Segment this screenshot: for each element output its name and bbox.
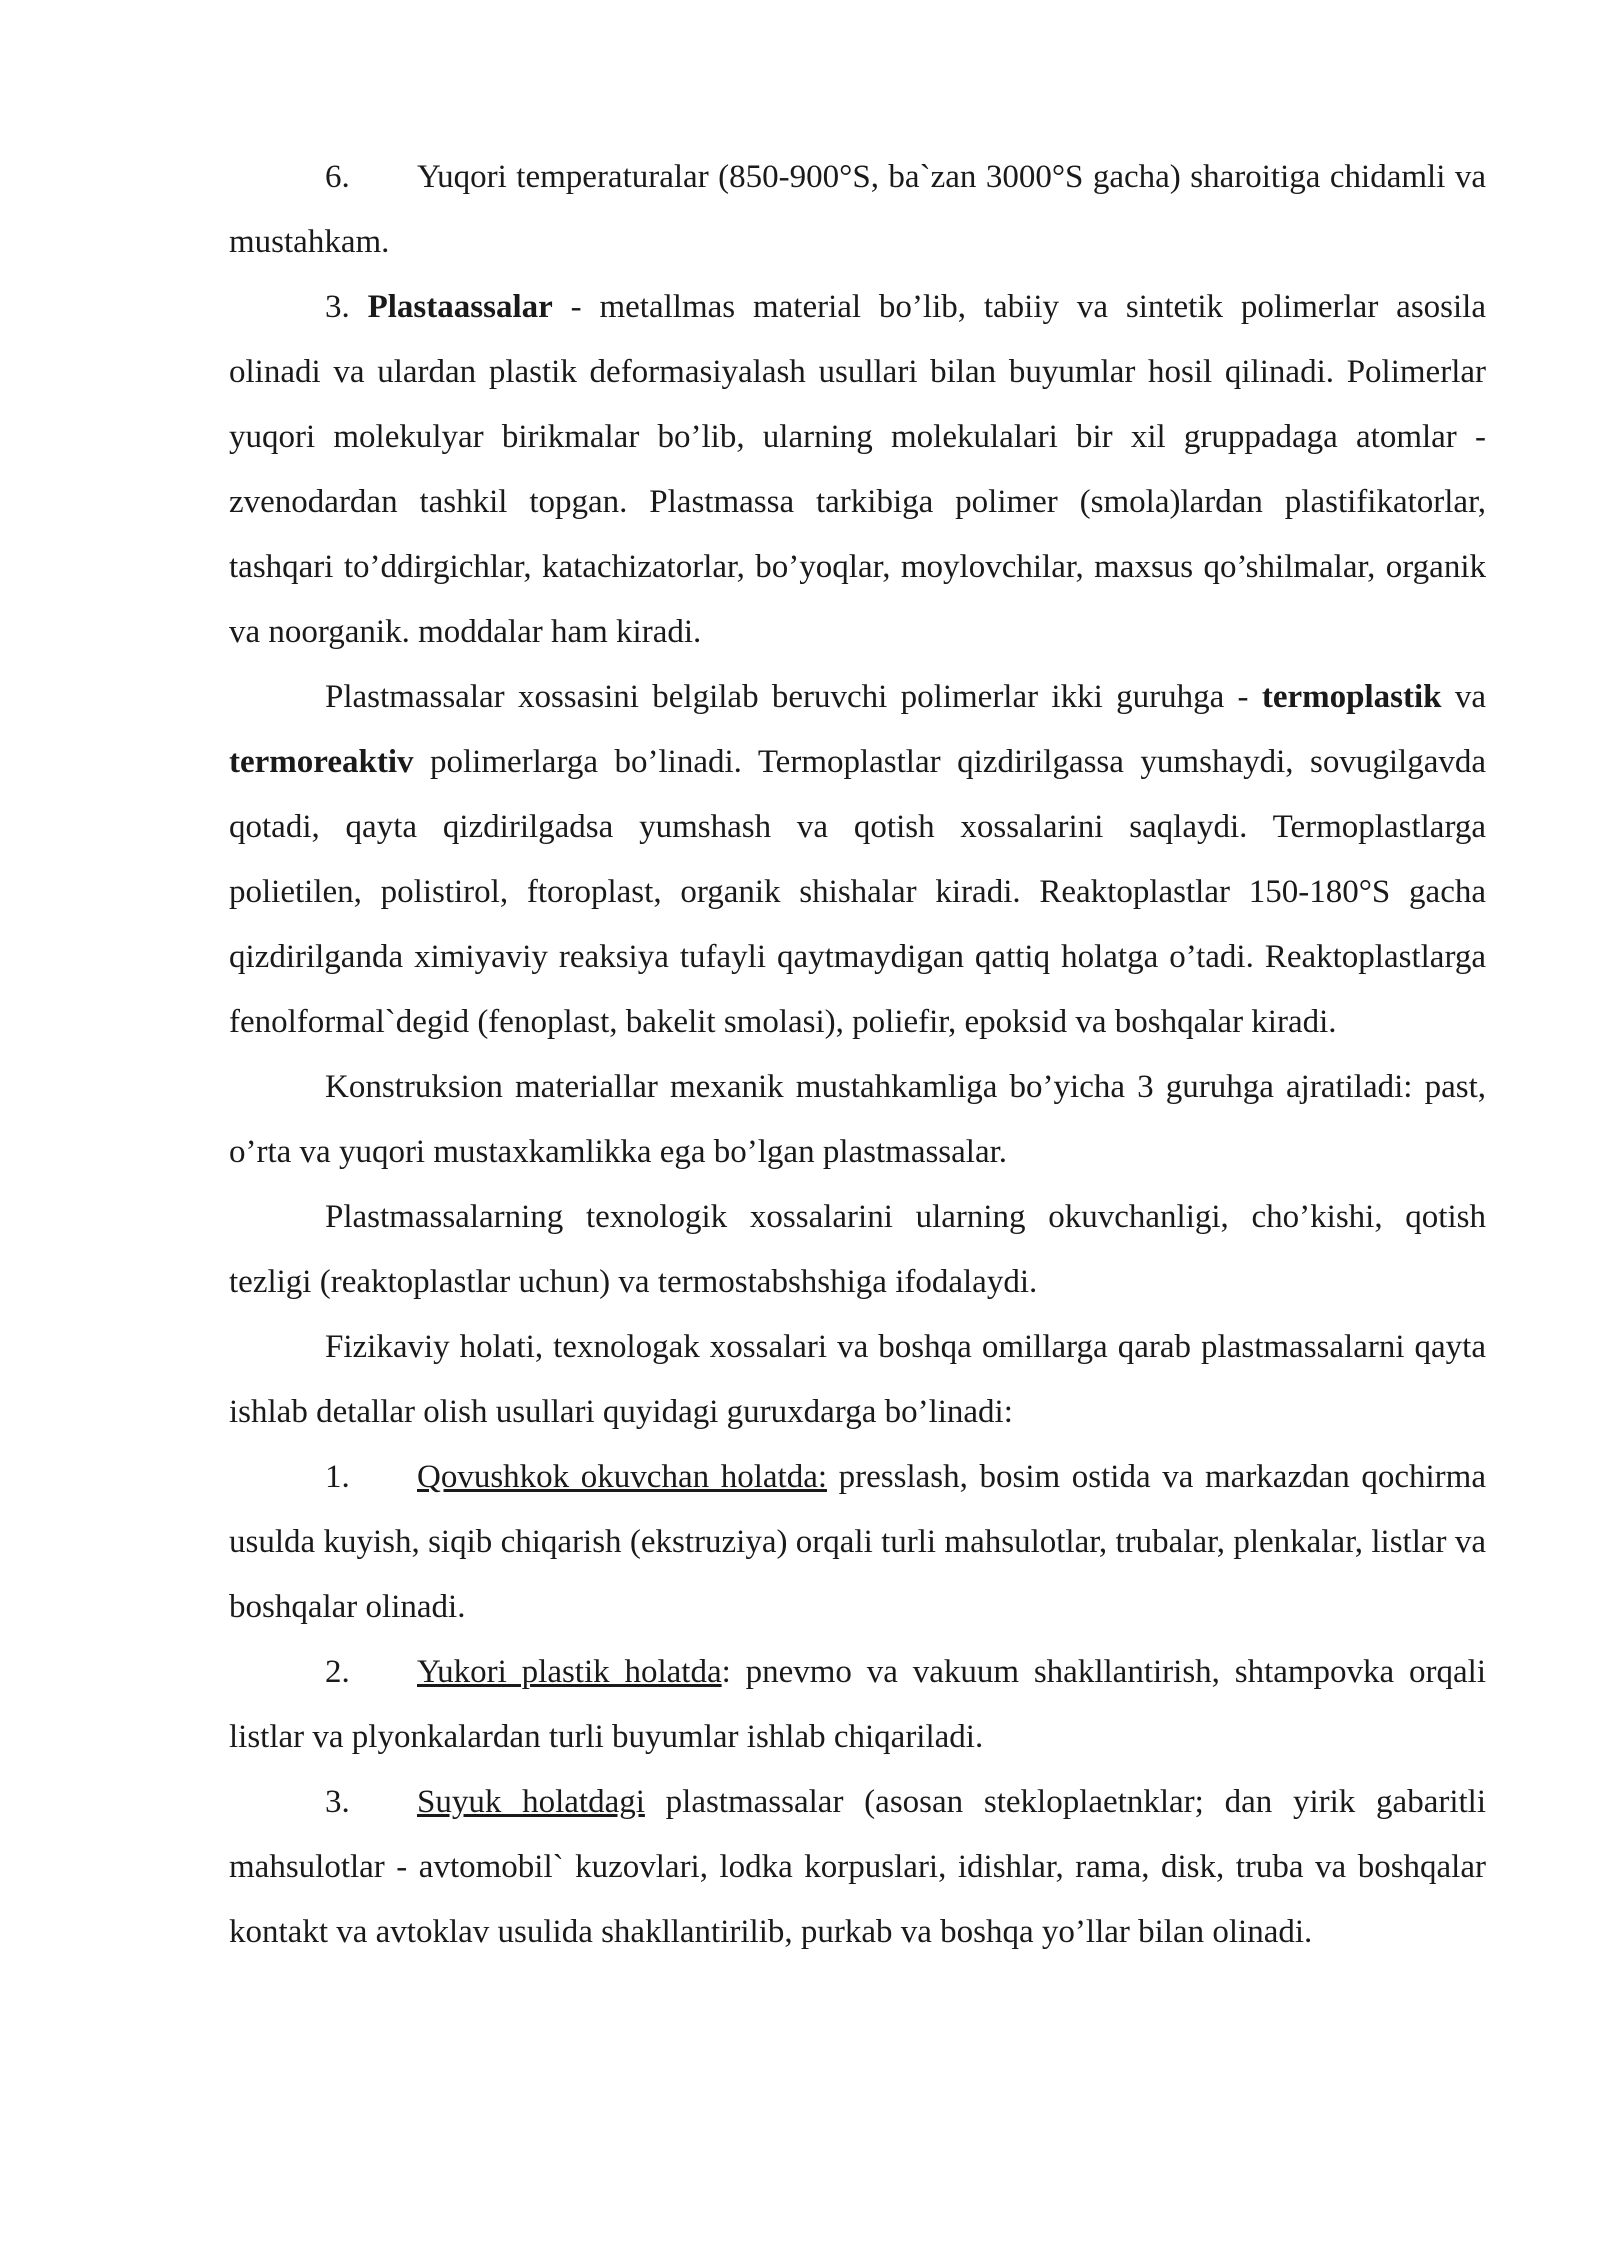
list-item-label: Qovushkok okuvchan holatda: xyxy=(417,1459,828,1495)
paragraph-processing-methods: Fizikaviy holati, texnologak xossalari va boshqa omillarga qarab plastmassalarni qayta ishlab detallar olish usullari quyidagi guruxdarga bo’linadi: xyxy=(229,1329,1486,1430)
term-termoplastik: termoplastik xyxy=(1261,679,1442,715)
list-item-text: : pnevmo va vakuum shakllantirish, shtampovka orqali listlar va plyonkalardan turli buyumlar ishlab chiqariladi. xyxy=(229,1654,1486,1755)
paragraph-text: va xyxy=(1441,679,1486,715)
list-item-label: Yukori plastik holatda xyxy=(417,1654,722,1690)
list-item-text: Yuqori temperaturalar (850-900°S, ba`zan 3000°S gacha) sharoitiga chidamli va mustahkam. xyxy=(229,159,1486,260)
paragraph-number: 3. xyxy=(325,289,350,325)
list-item-text: presslash, bosim ostida va markazdan qochirma usulda kuyish, siqib chiqarish (ekstruziya) orqali turli mahsulotlar, trubalar, plenkalar, listlar va boshqalar olinadi. xyxy=(229,1459,1486,1625)
paragraph-technological-properties: Plastmassalarning texnologik xossalarini ularning okuvchanligi, cho’kishi, qotish tezligi (reaktoplastlar uchun) va termostabshshiga ifodalaydi. xyxy=(229,1199,1486,1300)
list-item-text: plastmassalar (asosan stekloplaetnklar; dan yirik gabaritli mahsulotlar - avtomobil` kuzovlari, lodka korpuslari, idishlar, rama, disk, truba va boshqalar kontakt va avtoklav usulida shakllantirilib, purkab va boshqa yo’llar bilan olinadi. xyxy=(229,1784,1486,1950)
term-termoreaktiv: termoreaktiv xyxy=(229,744,414,780)
list-item-number: 3. xyxy=(325,1784,350,1820)
list-item-2 xyxy=(229,1640,1486,1770)
paragraph-plastmass-definition xyxy=(229,275,1486,665)
list-item-1 xyxy=(229,1445,1486,1640)
list-item-label: Suyuk holatdagi xyxy=(417,1784,645,1820)
paragraph-construction-materials: Konstruksion materiallar mexanik mustahkamliga bo’yicha 3 guruhga ajratiladi: past, o’rta va yuqori mustaxkamlikka ega bo’lgan plastmassalar. xyxy=(229,1069,1486,1170)
paragraph-text: - metallmas material bo’lib, tabiiy va sintetik polimerlar asosila olinadi va ulardan plastik deformasiyalash usullari bilan buyumlar hosil qilinadi. Polimerlar yuqori molekulyar birikmalar bo’lib, ularning molekulalari bir xil gruppadaga atomlar - zvenodardan tashkil topgan. Plastmassa tarkibiga polimer (smola)lardan plastifikatorlar, tashqari to’ddirgichlar, katachizatorlar, bo’yoqlar, moylovchilar, maxsus qo’shilmalar, organik va noorganik. moddalar ham kiradi. xyxy=(229,289,1486,650)
term-plastaassalar: Plastaassalar xyxy=(367,289,553,325)
paragraph-text: Plastmassalar xossasini belgilab beruvchi polimerlar ikki guruhga - xyxy=(325,679,1262,715)
paragraph-polymer-groups xyxy=(229,665,1486,1055)
paragraph-text: polimerlarga bo’linadi. Termoplastlar qizdirilgassa yumshaydi, sovugilgavda qotadi, qayta qizdirilgadsa yumshash va qotish xossalarini saqlaydi. Termoplastlarga polietilen, polistirol, ftoroplast, organik shishalar kiradi. Reaktoplastlar 150-180°S gacha qizdirilganda ximiyaviy reaksiya tufayli qaytmaydigan qattiq holatga o’tadi. Reaktoplastlarga fenolformal`degid (fenoplast, bakelit smolasi), poliefir, epoksid va boshqalar kiradi. xyxy=(229,744,1486,1040)
list-item-number: 6. xyxy=(325,159,350,195)
list-item-6 xyxy=(229,145,1486,275)
list-item-number: 1. xyxy=(325,1459,350,1495)
list-item-number: 2. xyxy=(325,1654,350,1690)
list-item-3 xyxy=(229,1770,1486,1965)
